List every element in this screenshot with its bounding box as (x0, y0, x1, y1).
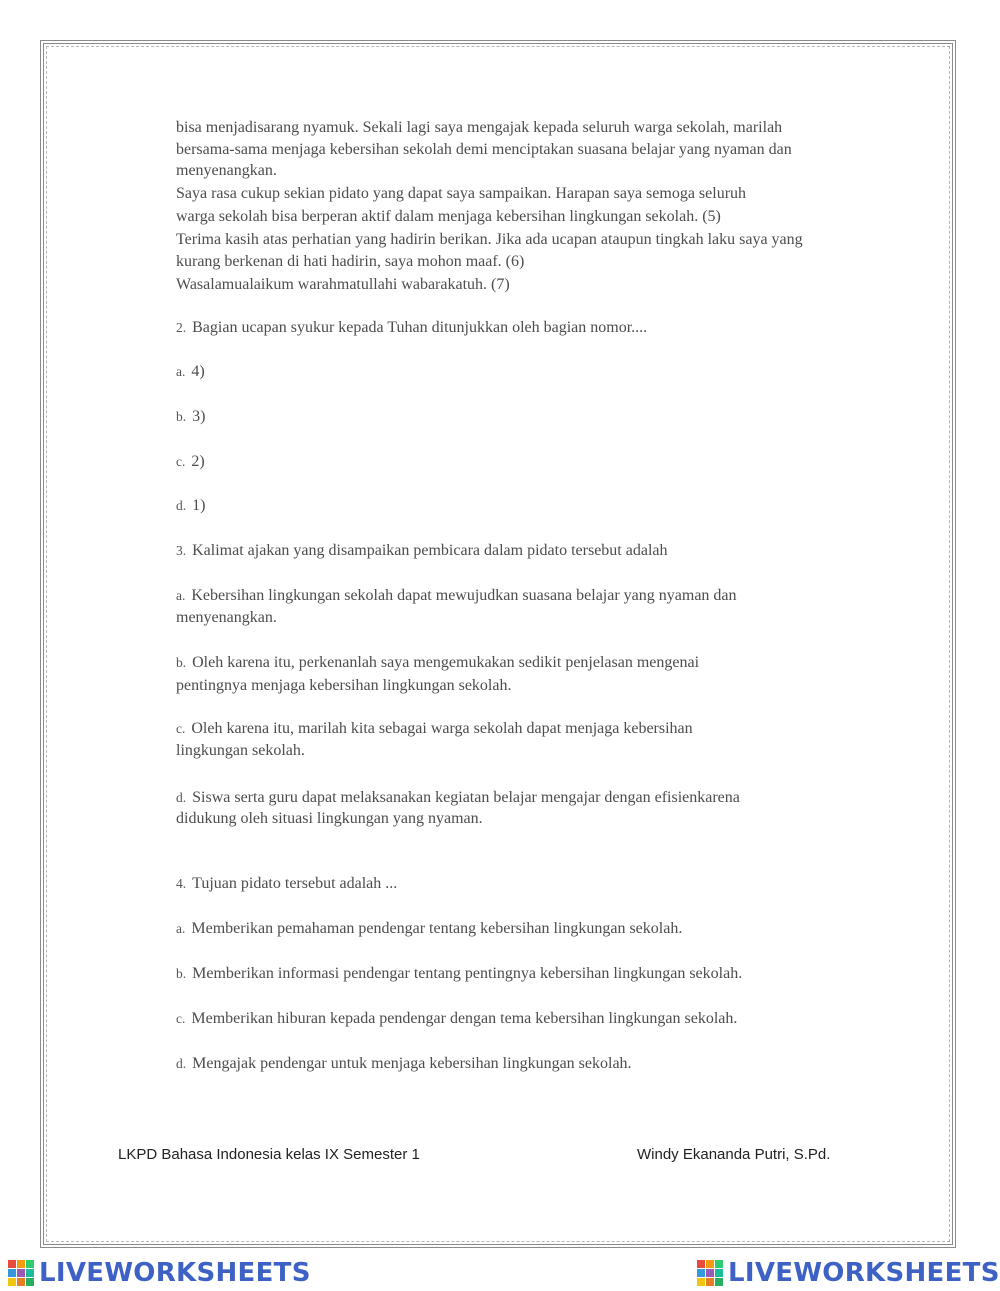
logo-tile (706, 1278, 714, 1286)
option-text: Mengajak pendengar untuk menjaga kebersihan lingkungan sekolah. (192, 1055, 632, 1072)
option-letter: c. (176, 454, 186, 469)
question-4 (176, 873, 397, 895)
option-text: Memberikan pemahaman pendengar tentang kebersihan lingkungan sekolah. (191, 920, 683, 937)
option-3d[interactable] (176, 787, 740, 809)
option-text: 4) (191, 363, 205, 380)
option-3a-continued: menyenangkan. (176, 609, 277, 626)
option-letter: d. (176, 1056, 187, 1071)
option-letter: c. (176, 721, 186, 736)
option-text: Kebersihan lingkungan sekolah dapat mewujudkan suasana belajar yang nyaman dan (191, 587, 737, 604)
option-3c[interactable] (176, 718, 693, 740)
option-letter: a. (176, 364, 186, 379)
liveworksheets-logo-left (8, 1259, 311, 1287)
footer-left: LKPD Bahasa Indonesia kelas IX Semester 1 (118, 1146, 420, 1163)
option-text: 3) (192, 408, 206, 425)
logo-tile (706, 1269, 714, 1277)
option-text: Memberikan informasi pendengar tentang pentingnya kebersihan lingkungan sekolah. (192, 965, 743, 982)
option-letter: b. (176, 655, 187, 670)
logo-tile (8, 1260, 16, 1268)
logo-tile (715, 1269, 723, 1277)
question-text: Bagian ucapan syukur kepada Tuhan ditunjukkan oleh bagian nomor.... (192, 319, 648, 336)
logo-tile (17, 1260, 25, 1268)
question-number: 3. (176, 543, 187, 558)
passage-line: bersama-sama menjaga kebersihan sekolah demi menciptakan suasana belajar yang nyaman dan (176, 141, 792, 158)
option-letter: b. (176, 409, 187, 424)
question-text: Tujuan pidato tersebut adalah ... (192, 875, 398, 892)
option-4b[interactable] (176, 963, 742, 985)
option-2b[interactable] (176, 406, 205, 428)
footer-right: Windy Ekananda Putri, S.Pd. (637, 1146, 831, 1163)
logo-tiles-icon (697, 1260, 723, 1286)
option-letter: c. (176, 1011, 186, 1026)
question-3 (176, 540, 668, 562)
logo-tile (697, 1278, 705, 1286)
option-2a[interactable] (176, 361, 205, 383)
option-text: 1) (192, 497, 206, 514)
option-letter: a. (176, 588, 186, 603)
option-text: Memberikan hiburan kepada pendengar dengan tema kebersihan lingkungan sekolah. (191, 1010, 738, 1027)
option-text: Oleh karena itu, marilah kita sebagai warga sekolah dapat menjaga kebersihan (191, 720, 693, 737)
option-3b-continued: pentingnya menjaga kebersihan lingkungan sekolah. (176, 677, 512, 694)
logo-text: LIVEWORKSHEETS (728, 1258, 1000, 1288)
option-4d[interactable] (176, 1053, 632, 1075)
passage-line: Saya rasa cukup sekian pidato yang dapat saya sampaikan. Harapan saya semoga seluruh (176, 185, 747, 202)
option-2c[interactable] (176, 451, 205, 473)
question-number: 2. (176, 320, 187, 335)
option-text: Oleh karena itu, perkenanlah saya mengemukakan sedikit penjelasan mengenai (192, 654, 700, 671)
passage-line: kurang berkenan di hati hadirin, saya mohon maaf. (6) (176, 253, 525, 270)
question-text: Kalimat ajakan yang disampaikan pembicara dalam pidato tersebut adalah (192, 542, 668, 559)
logo-tile (26, 1278, 34, 1286)
option-text: Siswa serta guru dapat melaksanakan kegiatan belajar mengajar dengan efisienkarena (192, 789, 740, 806)
option-letter: b. (176, 966, 187, 981)
passage-line: menyenangkan. (176, 162, 277, 179)
passage-line: warga sekolah bisa berperan aktif dalam menjaga kebersihan lingkungan sekolah. (5) (176, 208, 721, 225)
logo-tile (697, 1269, 705, 1277)
passage-line: bisa menjadisarang nyamuk. Sekali lagi saya mengajak kepada seluruh warga sekolah, marilah (176, 119, 783, 136)
option-3d-continued: didukung oleh situasi lingkungan yang nyaman. (176, 810, 483, 827)
logo-tile (697, 1260, 705, 1268)
logo-tile (26, 1260, 34, 1268)
logo-tile (26, 1269, 34, 1277)
option-letter: a. (176, 921, 186, 936)
option-2d[interactable] (176, 495, 205, 517)
logo-tile (8, 1278, 16, 1286)
logo-tile (715, 1260, 723, 1268)
logo-tile (17, 1278, 25, 1286)
logo-tiles-icon (8, 1260, 34, 1286)
option-text: 2) (191, 453, 205, 470)
option-4c[interactable] (176, 1008, 737, 1030)
option-letter: d. (176, 498, 187, 513)
option-4a[interactable] (176, 918, 682, 940)
option-3b[interactable] (176, 652, 699, 674)
option-letter: d. (176, 790, 187, 805)
question-2 (176, 317, 647, 339)
option-3c-continued: lingkungan sekolah. (176, 742, 305, 759)
logo-tile (715, 1278, 723, 1286)
logo-tile (706, 1260, 714, 1268)
passage-line: Wasalamualaikum warahmatullahi wabarakatuh. (7) (176, 276, 510, 293)
logo-tile (17, 1269, 25, 1277)
option-3a[interactable] (176, 585, 737, 607)
logo-text: LIVEWORKSHEETS (39, 1258, 311, 1288)
logo-tile (8, 1269, 16, 1277)
liveworksheets-logo-right (697, 1259, 1000, 1287)
passage-line: Terima kasih atas perhatian yang hadirin berikan. Jika ada ucapan ataupun tingkah laku saya yang (176, 231, 803, 248)
question-number: 4. (176, 876, 187, 891)
